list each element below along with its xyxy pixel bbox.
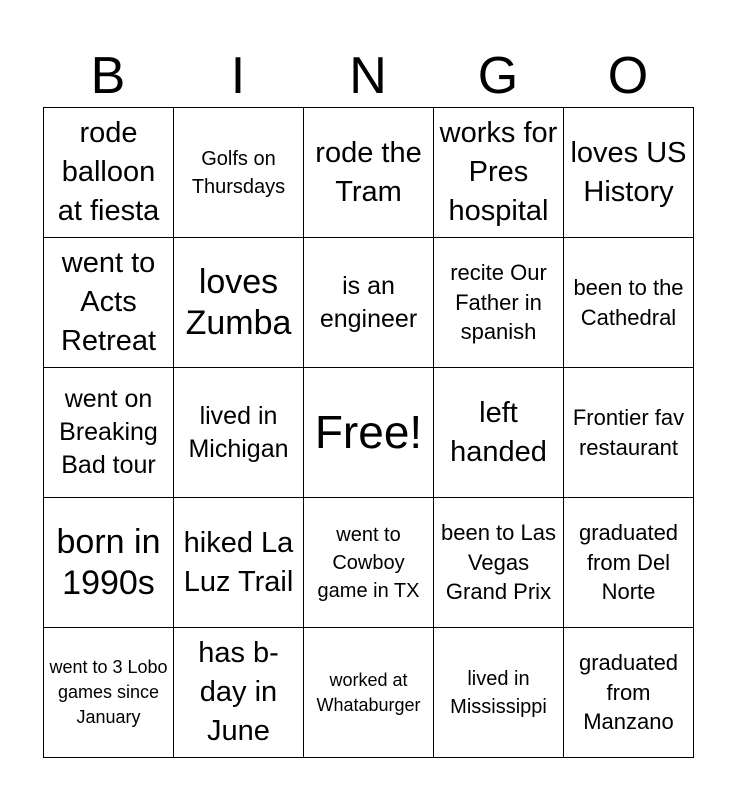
bingo-header [43,44,693,108]
bingo-cell[interactable] [304,628,434,758]
header-letter-n: N [349,47,387,105]
bingo-cell[interactable] [564,108,694,238]
cell-text: worked at Whataburger [316,669,421,715]
bingo-cell[interactable] [174,628,304,758]
cell-text: Golfs on Thursdays [191,147,286,198]
cell-text: graduated from Del Norte [578,519,679,605]
bingo-cell[interactable] [174,238,304,368]
cell-text: works for Pres hospital [439,117,558,227]
bingo-cell[interactable] [434,238,564,368]
cell-text: went to 3 Lobo games since January [49,657,168,727]
header-letter-i: I [230,47,246,105]
bingo-cell[interactable] [44,498,174,628]
cell-text: graduated from Manzano [578,649,679,735]
cell-text: Frontier fav restaurant [572,404,685,460]
cell-text: hiked La Luz Trail [183,526,294,598]
bingo-board [43,107,694,758]
cell-text: lived in Michigan [188,401,289,463]
bingo-cell[interactable] [44,368,174,498]
bingo-cell[interactable] [434,498,564,628]
cell-text: went to Acts Retreat [60,247,157,357]
cell-text: has b-day in June [198,637,279,747]
bingo-cell[interactable] [434,628,564,758]
free-space-cell[interactable] [304,368,434,498]
cell-text: rode balloon at fiesta [57,117,160,227]
bingo-cell[interactable] [564,628,694,758]
bingo-cell[interactable] [44,108,174,238]
bingo-cell[interactable] [44,238,174,368]
cell-text: lived in Mississippi [450,667,547,718]
bingo-cell[interactable] [174,368,304,498]
bingo-cell[interactable] [174,108,304,238]
bingo-cell[interactable] [564,498,694,628]
bingo-cell[interactable] [304,108,434,238]
bingo-cell[interactable] [304,498,434,628]
cell-text: recite Our Father in spanish [450,259,547,345]
bingo-cell[interactable] [174,498,304,628]
cell-text: rode the Tram [315,136,422,208]
header-letter-g: G [477,47,519,105]
cell-text: born in 1990s [56,522,161,602]
header-letter-b: B [90,47,126,105]
cell-text: is an engineer [319,271,418,333]
bingo-cell[interactable] [304,238,434,368]
cell-text: been to Las Vegas Grand Prix [441,519,556,605]
bingo-cell[interactable] [434,368,564,498]
bingo-cell[interactable] [434,108,564,238]
bingo-cell[interactable] [44,628,174,758]
cell-text: loves Zumba [185,262,292,342]
bingo-cell[interactable] [564,238,694,368]
cell-text: loves US History [570,136,687,208]
cell-text: left handed [450,396,547,468]
cell-text: went on Breaking Bad tour [59,385,158,479]
cell-text: been to the Cathedral [573,274,684,330]
header-letter-o: O [607,47,649,105]
cell-text: Free! [314,406,423,459]
bingo-cell[interactable] [564,368,694,498]
cell-text: went to Cowboy game in TX [317,523,420,602]
